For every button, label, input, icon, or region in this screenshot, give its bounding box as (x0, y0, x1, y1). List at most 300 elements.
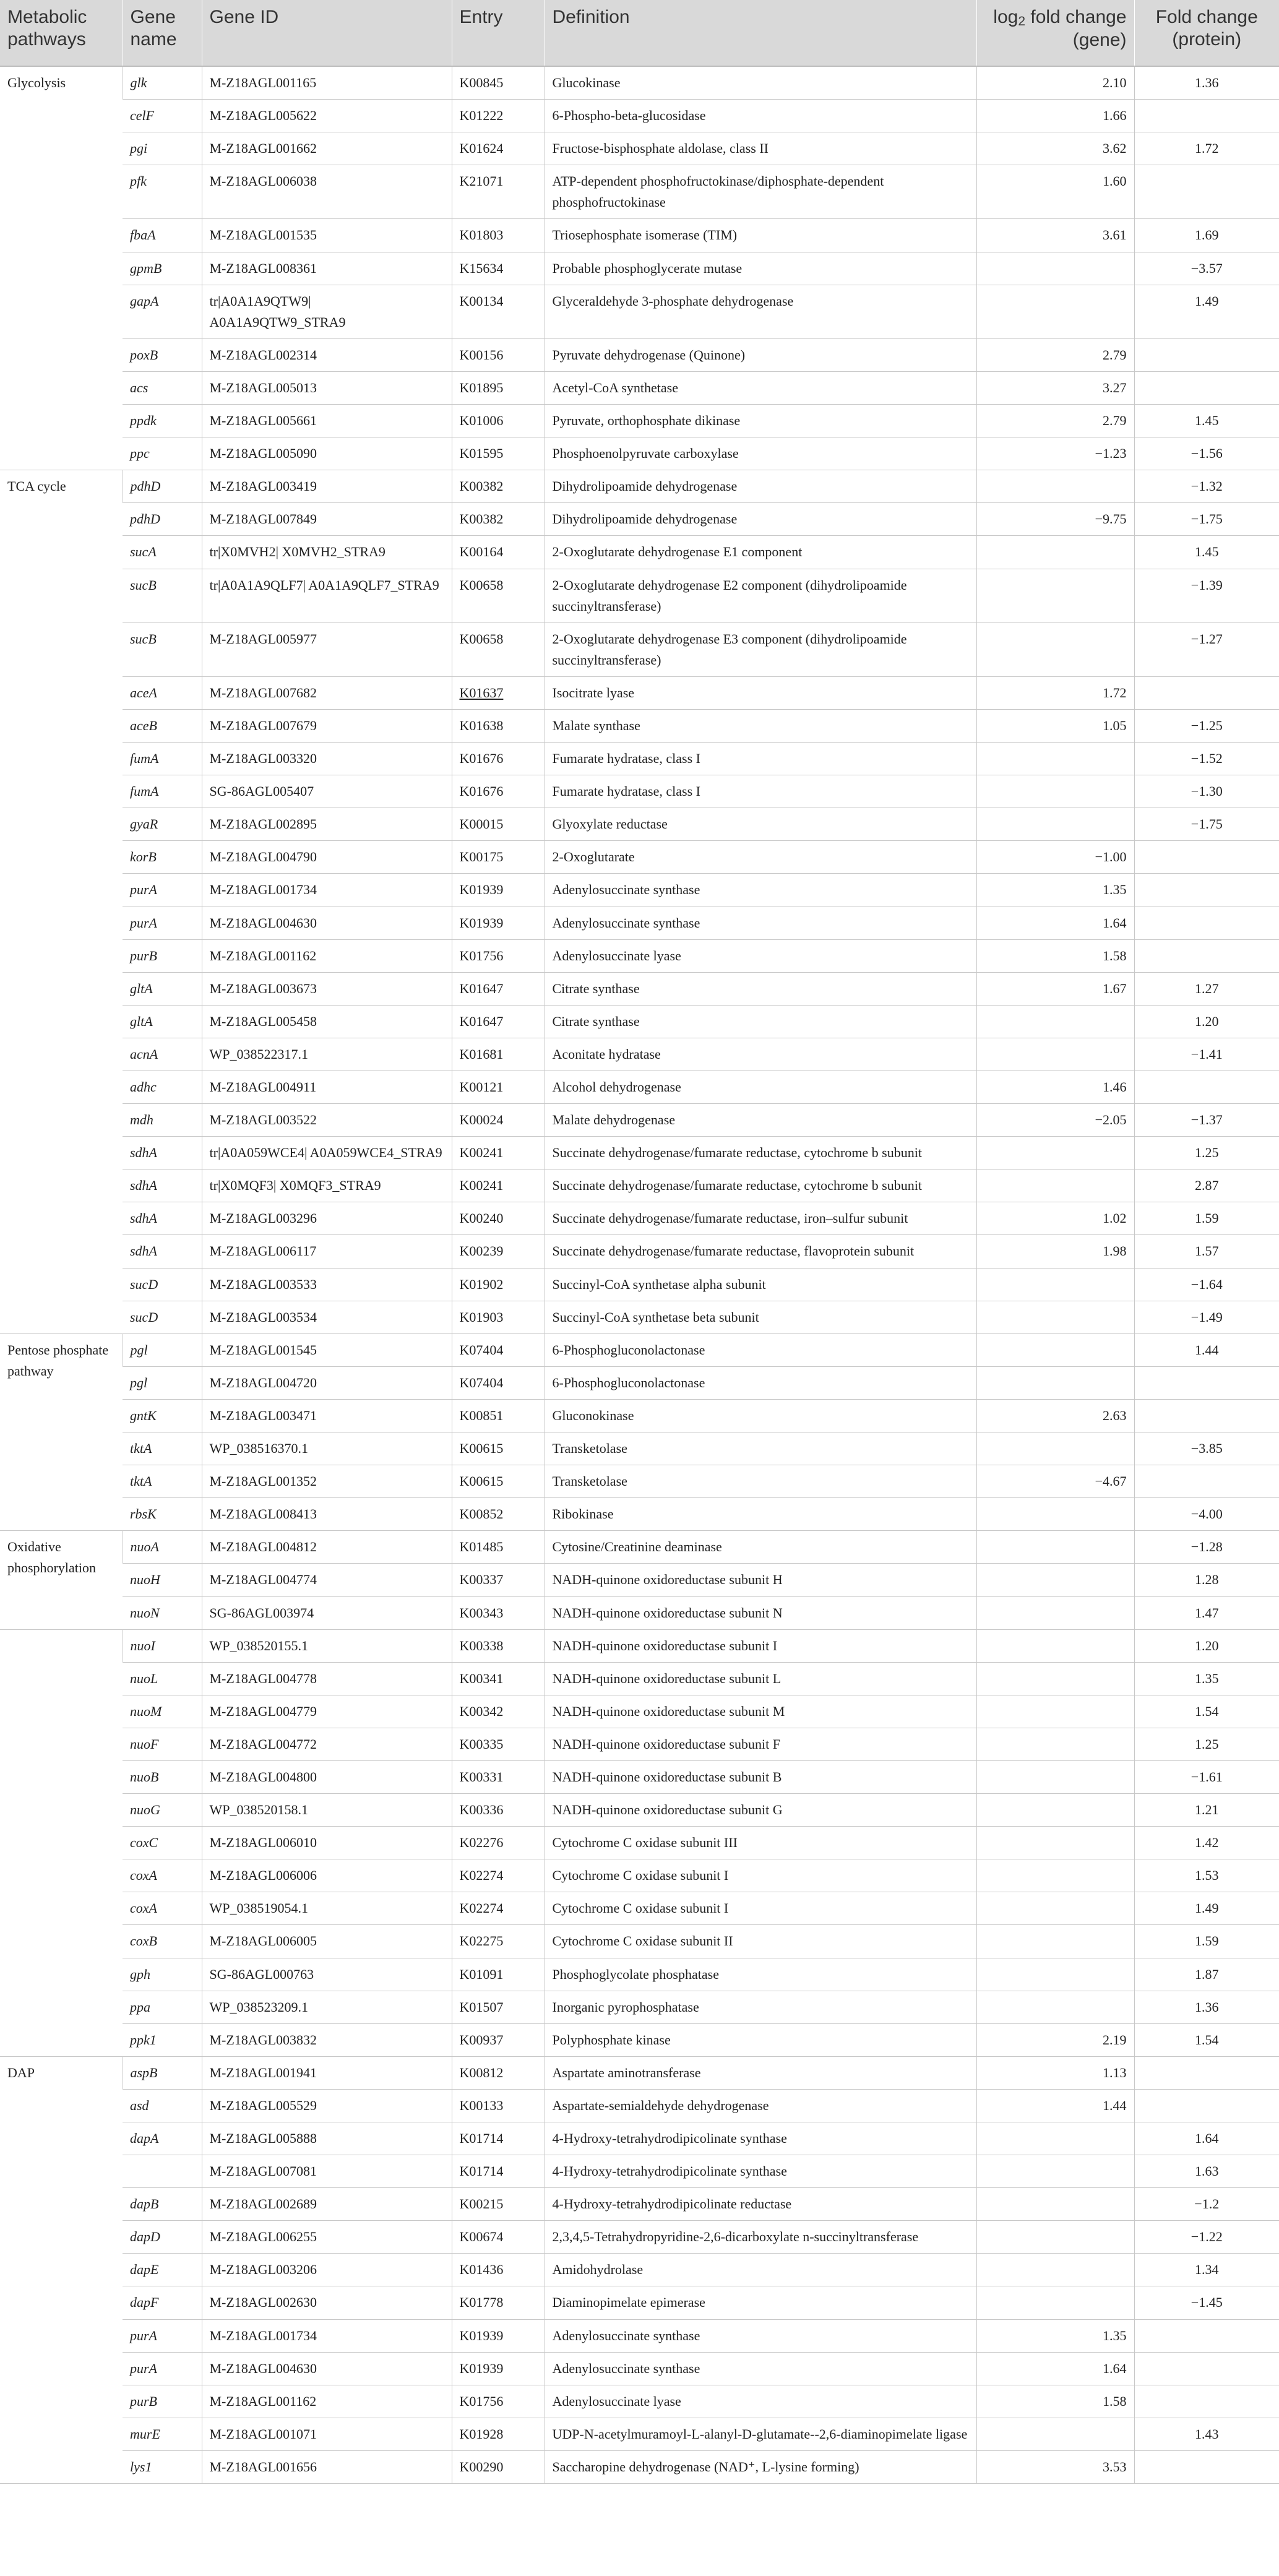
protein-fold-change-cell: 1.49 (1134, 1892, 1279, 1925)
protein-fold-change-cell (1134, 1399, 1279, 1432)
table-row (0, 1071, 1279, 1104)
table-row (0, 1235, 1279, 1268)
gene-id-cell: M-Z18AGL004772 (202, 1728, 452, 1760)
entry-cell: K01006 (452, 405, 545, 437)
protein-fold-change-cell: 1.63 (1134, 2155, 1279, 2188)
entry-cell: K00658 (452, 622, 545, 676)
log-fold-change-cell (976, 1137, 1134, 1170)
log-fold-change-cell (976, 1827, 1134, 1859)
gene-name-cell: pdhD (123, 470, 202, 503)
protein-fold-change-cell: 1.57 (1134, 1235, 1279, 1268)
definition-cell: Isocitrate lyase (545, 676, 976, 709)
entry-cell: K02275 (452, 1925, 545, 1958)
gene-id-cell: M-Z18AGL006006 (202, 1859, 452, 1892)
log-fold-change-cell (976, 1728, 1134, 1760)
protein-fold-change-cell (1134, 2089, 1279, 2122)
entry-cell: K01903 (452, 1301, 545, 1333)
gene-name-cell: nuoL (123, 1662, 202, 1695)
table-row (0, 503, 1279, 536)
gene-id-cell: M-Z18AGL003471 (202, 1399, 452, 1432)
header-log-prefix: log (993, 7, 1018, 27)
gene-id-cell: M-Z18AGL001656 (202, 2450, 452, 2483)
log-fold-change-cell (976, 1366, 1134, 1399)
table-row (0, 1695, 1279, 1728)
table-row (0, 1531, 1279, 1564)
protein-fold-change-cell (1134, 939, 1279, 972)
table-row (0, 1104, 1279, 1137)
log-fold-change-cell (976, 1170, 1134, 1202)
gene-name-cell: nuoB (123, 1760, 202, 1793)
protein-fold-change-cell: −1.49 (1134, 1301, 1279, 1333)
log-fold-change-cell: −1.00 (976, 841, 1134, 874)
entry-cell: K00024 (452, 1104, 545, 1137)
entry-cell: K01091 (452, 1958, 545, 1991)
gene-name-cell: sucD (123, 1301, 202, 1333)
gene-id-cell: M-Z18AGL003832 (202, 2023, 452, 2056)
table-row (0, 1137, 1279, 1170)
gene-name-cell: sdhA (123, 1137, 202, 1170)
entry-cell: K00343 (452, 1596, 545, 1629)
gene-name-cell: gph (123, 1958, 202, 1991)
table-row (0, 219, 1279, 252)
protein-fold-change-cell: 1.45 (1134, 536, 1279, 569)
table-row (0, 1892, 1279, 1925)
gene-name-cell: gltA (123, 972, 202, 1005)
protein-fold-change-cell: 1.72 (1134, 132, 1279, 165)
protein-fold-change-cell (1134, 1366, 1279, 1399)
gene-name-cell: ppk1 (123, 2023, 202, 2056)
log-fold-change-cell (976, 1760, 1134, 1793)
log-fold-change-cell (976, 1958, 1134, 1991)
definition-cell: 2-Oxoglutarate dehydrogenase E2 component (dihydrolipoamide succinyltransferase) (545, 569, 976, 622)
gene-id-cell: M-Z18AGL001734 (202, 2319, 452, 2352)
definition-cell: Fructose-bisphosphate aldolase, class II (545, 132, 976, 165)
gene-id-cell: M-Z18AGL001071 (202, 2418, 452, 2450)
header-log-fold-change (976, 0, 1134, 66)
entry-cell: K00331 (452, 1760, 545, 1793)
definition-cell: Succinate dehydrogenase/fumarate reductase, flavoprotein subunit (545, 1235, 976, 1268)
definition-cell: ATP-dependent phosphofructokinase/diphosphate-dependent phosphofructokinase (545, 165, 976, 219)
protein-fold-change-cell: 1.54 (1134, 2023, 1279, 2056)
table-row (0, 1760, 1279, 1793)
gene-id-cell: tr|A0A1A9QTW9| A0A1A9QTW9_STRA9 (202, 285, 452, 338)
gene-name-cell: nuoF (123, 1728, 202, 1760)
entry-cell: K01928 (452, 2418, 545, 2450)
table-row (0, 165, 1279, 219)
gene-id-cell: M-Z18AGL006010 (202, 1827, 452, 1859)
gene-name-cell: purA (123, 2319, 202, 2352)
gene-id-cell: WP_038522317.1 (202, 1038, 452, 1070)
table-row (0, 939, 1279, 972)
gene-name-cell: aspB (123, 2056, 202, 2089)
gene-name-cell: dapD (123, 2221, 202, 2254)
definition-cell: Dihydrolipoamide dehydrogenase (545, 470, 976, 503)
table-row (0, 1596, 1279, 1629)
gene-id-cell: M-Z18AGL004911 (202, 1071, 452, 1104)
definition-cell: 4-Hydroxy-tetrahydrodipicolinate synthase (545, 2155, 976, 2188)
protein-fold-change-cell: 1.21 (1134, 1794, 1279, 1827)
protein-fold-change-cell (1134, 676, 1279, 709)
entry-cell: K00241 (452, 1137, 545, 1170)
log-fold-change-cell: 1.64 (976, 907, 1134, 939)
definition-cell: Dihydrolipoamide dehydrogenase (545, 503, 976, 536)
gene-id-cell: M-Z18AGL006117 (202, 1235, 452, 1268)
gene-id-cell: WP_038519054.1 (202, 1892, 452, 1925)
log-fold-change-cell: 1.58 (976, 2385, 1134, 2418)
table-row (0, 972, 1279, 1005)
protein-fold-change-cell: −1.41 (1134, 1038, 1279, 1070)
log-fold-change-cell: 1.72 (976, 676, 1134, 709)
gene-name-cell: gapA (123, 285, 202, 338)
table-row (0, 2254, 1279, 2286)
gene-id-cell: M-Z18AGL004720 (202, 1366, 452, 1399)
table-row (0, 338, 1279, 371)
protein-fold-change-cell: −1.39 (1134, 569, 1279, 622)
definition-cell: Cytochrome C oxidase subunit I (545, 1859, 976, 1892)
gene-id-cell: M-Z18AGL002689 (202, 2188, 452, 2221)
entry-cell: K01676 (452, 743, 545, 775)
gene-id-cell: SG-86AGL000763 (202, 1958, 452, 1991)
log-fold-change-cell (976, 2254, 1134, 2286)
entry-cell: K00845 (452, 66, 545, 100)
gene-name-cell: coxA (123, 1859, 202, 1892)
gene-name-cell: purB (123, 939, 202, 972)
entry-cell: K02274 (452, 1892, 545, 1925)
entry-cell: K07404 (452, 1366, 545, 1399)
definition-cell: Cytochrome C oxidase subunit II (545, 1925, 976, 1958)
gene-id-cell: M-Z18AGL001162 (202, 2385, 452, 2418)
table-row (0, 2056, 1279, 2089)
definition-cell: Probable phosphoglycerate mutase (545, 252, 976, 285)
gene-id-cell: M-Z18AGL004630 (202, 2352, 452, 2385)
protein-fold-change-cell: −3.57 (1134, 252, 1279, 285)
protein-fold-change-cell: −1.37 (1134, 1104, 1279, 1137)
table-row (0, 132, 1279, 165)
table-row (0, 709, 1279, 742)
table-row (0, 1432, 1279, 1465)
entry-cell: K00382 (452, 470, 545, 503)
protein-fold-change-cell: 1.35 (1134, 1662, 1279, 1695)
definition-cell: Polyphosphate kinase (545, 2023, 976, 2056)
table-row (0, 2089, 1279, 2122)
entry-cell: K00615 (452, 1432, 545, 1465)
log-fold-change-cell (976, 1564, 1134, 1596)
log-fold-change-cell (976, 569, 1134, 622)
gene-id-cell: tr|A0A1A9QLF7| A0A1A9QLF7_STRA9 (202, 569, 452, 622)
log-fold-change-cell (976, 1991, 1134, 2023)
log-fold-change-cell (976, 1531, 1134, 1564)
protein-fold-change-cell: −1.75 (1134, 808, 1279, 841)
log-fold-change-cell (976, 1629, 1134, 1662)
gene-name-cell: sdhA (123, 1202, 202, 1235)
entry-cell: K00015 (452, 808, 545, 841)
table-row (0, 1827, 1279, 1859)
definition-cell: 6-Phosphogluconolactonase (545, 1333, 976, 1366)
log-fold-change-cell (976, 536, 1134, 569)
table-row (0, 1268, 1279, 1301)
entry-cell: K01222 (452, 100, 545, 132)
protein-fold-change-cell: −1.61 (1134, 1760, 1279, 1793)
entry-cell: K01778 (452, 2286, 545, 2319)
table-row (0, 1038, 1279, 1070)
table-row (0, 743, 1279, 775)
table-row (0, 1333, 1279, 1366)
log-fold-change-cell (976, 1268, 1134, 1301)
definition-cell: Phosphoenolpyruvate carboxylase (545, 437, 976, 470)
table-row (0, 2385, 1279, 2418)
table-row (0, 1564, 1279, 1596)
entry-link-text: K01637 (459, 684, 504, 700)
definition-cell: 6-Phosphogluconolactonase (545, 1366, 976, 1399)
protein-fold-change-cell: 1.45 (1134, 405, 1279, 437)
definition-cell: Glucokinase (545, 66, 976, 100)
entry-cell: K01939 (452, 874, 545, 907)
log-fold-change-cell: 3.61 (976, 219, 1134, 252)
definition-cell: 4-Hydroxy-tetrahydrodipicolinate reductase (545, 2188, 976, 2221)
definition-cell: Saccharopine dehydrogenase (NAD⁺, L-lysine forming) (545, 2450, 976, 2483)
entry-cell: K15634 (452, 252, 545, 285)
log-fold-change-cell (976, 2122, 1134, 2155)
entry-cell: K00382 (452, 503, 545, 536)
gene-id-cell: M-Z18AGL005888 (202, 2122, 452, 2155)
protein-fold-change-cell: −1.25 (1134, 709, 1279, 742)
protein-fold-change-cell (1134, 2352, 1279, 2385)
table-row (0, 1794, 1279, 1827)
definition-cell: Inorganic pyrophosphatase (545, 1991, 976, 2023)
gene-id-cell: M-Z18AGL003206 (202, 2254, 452, 2286)
entry-cell: K00674 (452, 2221, 545, 2254)
gene-id-cell: M-Z18AGL003673 (202, 972, 452, 1005)
table-row (0, 2221, 1279, 2254)
gene-id-cell: M-Z18AGL005529 (202, 2089, 452, 2122)
table-row (0, 1629, 1279, 1662)
log-fold-change-cell (976, 1662, 1134, 1695)
gene-name-cell: asd (123, 2089, 202, 2122)
definition-cell: Succinyl-CoA synthetase alpha subunit (545, 1268, 976, 1301)
table-row (0, 775, 1279, 808)
gene-id-cell: M-Z18AGL001352 (202, 1465, 452, 1498)
definition-cell: Malate synthase (545, 709, 976, 742)
table-row (0, 1958, 1279, 1991)
table-row (0, 2319, 1279, 2352)
definition-cell: Transketolase (545, 1432, 976, 1465)
log-fold-change-cell: 1.13 (976, 2056, 1134, 2089)
gene-id-cell: WP_038523209.1 (202, 1991, 452, 2023)
entry-cell: K07404 (452, 1333, 545, 1366)
gene-id-cell: M-Z18AGL001545 (202, 1333, 452, 1366)
gene-name-cell: coxB (123, 1925, 202, 1958)
gene-id-cell: M-Z18AGL002630 (202, 2286, 452, 2319)
protein-fold-change-cell: 1.59 (1134, 1925, 1279, 1958)
definition-cell: Malate dehydrogenase (545, 1104, 976, 1137)
protein-fold-change-cell: 1.28 (1134, 1564, 1279, 1596)
definition-cell: NADH-quinone oxidoreductase subunit H (545, 1564, 976, 1596)
table-row (0, 371, 1279, 404)
table-header (0, 0, 1279, 66)
definition-cell: NADH-quinone oxidoreductase subunit I (545, 1629, 976, 1662)
definition-cell: 2-Oxoglutarate (545, 841, 976, 874)
definition-cell: Phosphoglycolate phosphatase (545, 1958, 976, 1991)
definition-cell: Cytosine/Creatinine deaminase (545, 1531, 976, 1564)
entry-cell: K00335 (452, 1728, 545, 1760)
table-row (0, 1859, 1279, 1892)
definition-cell: NADH-quinone oxidoreductase subunit F (545, 1728, 976, 1760)
gene-name-cell: ppdk (123, 405, 202, 437)
log-fold-change-cell: 2.79 (976, 338, 1134, 371)
entry-cell: K00658 (452, 569, 545, 622)
protein-fold-change-cell: −1.64 (1134, 1268, 1279, 1301)
log-fold-change-cell: −1.23 (976, 437, 1134, 470)
entry-cell: K01485 (452, 1531, 545, 1564)
entry-cell: K01647 (452, 972, 545, 1005)
log-fold-change-cell: 1.35 (976, 2319, 1134, 2352)
gene-name-cell: fumA (123, 775, 202, 808)
definition-cell: Citrate synthase (545, 1005, 976, 1038)
gene-name-cell: fbaA (123, 219, 202, 252)
definition-cell: Pyruvate dehydrogenase (Quinone) (545, 338, 976, 371)
table-row (0, 841, 1279, 874)
log-fold-change-cell: 1.35 (976, 874, 1134, 907)
definition-cell: NADH-quinone oxidoreductase subunit G (545, 1794, 976, 1827)
table-row (0, 2023, 1279, 2056)
log-fold-change-cell (976, 1695, 1134, 1728)
gene-id-cell: M-Z18AGL005622 (202, 100, 452, 132)
protein-fold-change-cell: 1.44 (1134, 1333, 1279, 1366)
log-fold-change-cell: −9.75 (976, 503, 1134, 536)
gene-id-cell: M-Z18AGL004800 (202, 1760, 452, 1793)
protein-fold-change-cell: −1.27 (1134, 622, 1279, 676)
definition-cell: Glyoxylate reductase (545, 808, 976, 841)
definition-cell: Adenylosuccinate synthase (545, 2319, 976, 2352)
gene-id-cell: M-Z18AGL004774 (202, 1564, 452, 1596)
definition-cell: Citrate synthase (545, 972, 976, 1005)
protein-fold-change-cell: −1.32 (1134, 470, 1279, 503)
header-gene-id: Gene ID (202, 0, 452, 66)
table-row (0, 66, 1279, 100)
gene-name-cell: acnA (123, 1038, 202, 1070)
protein-fold-change-cell: 1.42 (1134, 1827, 1279, 1859)
gene-id-cell: M-Z18AGL007081 (202, 2155, 452, 2188)
gene-name-cell: murE (123, 2418, 202, 2450)
table-row (0, 1465, 1279, 1498)
table-row (0, 622, 1279, 676)
log-fold-change-cell: 1.02 (976, 1202, 1134, 1235)
gene-id-cell: tr|A0A059WCE4| A0A059WCE4_STRA9 (202, 1137, 452, 1170)
definition-cell: Cytochrome C oxidase subunit III (545, 1827, 976, 1859)
protein-fold-change-cell: −4.00 (1134, 1498, 1279, 1531)
definition-cell: NADH-quinone oxidoreductase subunit L (545, 1662, 976, 1695)
definition-cell: Amidohydrolase (545, 2254, 976, 2286)
gene-name-cell: nuoI (123, 1629, 202, 1662)
entry-cell: K01939 (452, 2319, 545, 2352)
definition-cell: Adenylosuccinate lyase (545, 939, 976, 972)
gene-name-cell: coxC (123, 1827, 202, 1859)
gene-name-cell: ppc (123, 437, 202, 470)
pathway-cell: Pentose phosphate pathway (0, 1333, 123, 1531)
entry-cell: K00156 (452, 338, 545, 371)
definition-cell: NADH-quinone oxidoreductase subunit M (545, 1695, 976, 1728)
log-fold-change-cell (976, 1038, 1134, 1070)
protein-fold-change-cell (1134, 907, 1279, 939)
gene-id-cell: M-Z18AGL008361 (202, 252, 452, 285)
gene-name-cell: purA (123, 874, 202, 907)
protein-fold-change-cell: 1.43 (1134, 2418, 1279, 2450)
definition-cell: 4-Hydroxy-tetrahydrodipicolinate synthase (545, 2122, 976, 2155)
definition-cell: 2-Oxoglutarate dehydrogenase E1 component (545, 536, 976, 569)
gene-name-cell: sucB (123, 622, 202, 676)
gene-name-cell: nuoM (123, 1695, 202, 1728)
protein-fold-change-cell (1134, 371, 1279, 404)
gene-id-cell: M-Z18AGL003533 (202, 1268, 452, 1301)
gene-name-cell: tktA (123, 1432, 202, 1465)
entry-cell: K00937 (452, 2023, 545, 2056)
table-row (0, 405, 1279, 437)
protein-fold-change-cell (1134, 2385, 1279, 2418)
pathway-cell: Oxidative phosphorylation (0, 1531, 123, 1629)
gene-name-cell: sdhA (123, 1235, 202, 1268)
protein-fold-change-cell: −1.75 (1134, 503, 1279, 536)
table-row (0, 285, 1279, 338)
gene-id-cell: M-Z18AGL005013 (202, 371, 452, 404)
gene-id-cell: M-Z18AGL003522 (202, 1104, 452, 1137)
header-pathways: Metabolic pathways (0, 0, 123, 66)
gene-name-cell: lys1 (123, 2450, 202, 2483)
log-fold-change-cell (976, 1432, 1134, 1465)
protein-fold-change-cell: 1.49 (1134, 285, 1279, 338)
gene-id-cell: M-Z18AGL003534 (202, 1301, 452, 1333)
definition-cell: Adenylosuccinate synthase (545, 2352, 976, 2385)
entry-cell: K01681 (452, 1038, 545, 1070)
log-fold-change-cell: 2.63 (976, 1399, 1134, 1432)
gene-id-cell: M-Z18AGL005090 (202, 437, 452, 470)
protein-fold-change-cell: 1.53 (1134, 1859, 1279, 1892)
gene-name-cell: purA (123, 907, 202, 939)
entry-cell: K01756 (452, 939, 545, 972)
log-fold-change-cell (976, 1925, 1134, 1958)
gene-id-cell: M-Z18AGL002895 (202, 808, 452, 841)
entry-cell: K01939 (452, 907, 545, 939)
entry-cell: K01624 (452, 132, 545, 165)
gene-name-cell: gpmB (123, 252, 202, 285)
protein-fold-change-cell (1134, 165, 1279, 219)
gene-name-cell (123, 2155, 202, 2188)
gene-name-cell: dapA (123, 2122, 202, 2155)
gene-id-cell: M-Z18AGL004790 (202, 841, 452, 874)
gene-id-cell: M-Z18AGL007679 (202, 709, 452, 742)
protein-fold-change-cell (1134, 2450, 1279, 2483)
gene-name-cell: dapB (123, 2188, 202, 2221)
gene-name-cell: celF (123, 100, 202, 132)
gene-name-cell: dapE (123, 2254, 202, 2286)
gene-id-cell: SG-86AGL005407 (202, 775, 452, 808)
log-fold-change-cell: 1.60 (976, 165, 1134, 219)
protein-fold-change-cell: 1.25 (1134, 1728, 1279, 1760)
gene-name-cell: poxB (123, 338, 202, 371)
entry-cell: K01902 (452, 1268, 545, 1301)
table-row (0, 1005, 1279, 1038)
entry-cell: K02276 (452, 1827, 545, 1859)
log-fold-change-cell: 1.05 (976, 709, 1134, 742)
definition-cell: NADH-quinone oxidoreductase subunit N (545, 1596, 976, 1629)
log-fold-change-cell: 3.27 (976, 371, 1134, 404)
entry-cell: K00615 (452, 1465, 545, 1498)
gene-id-cell: M-Z18AGL002314 (202, 338, 452, 371)
protein-fold-change-cell: 1.34 (1134, 2254, 1279, 2286)
table-row (0, 2188, 1279, 2221)
protein-fold-change-cell: −1.2 (1134, 2188, 1279, 2221)
protein-fold-change-cell: −1.30 (1134, 775, 1279, 808)
definition-cell: Adenylosuccinate lyase (545, 2385, 976, 2418)
